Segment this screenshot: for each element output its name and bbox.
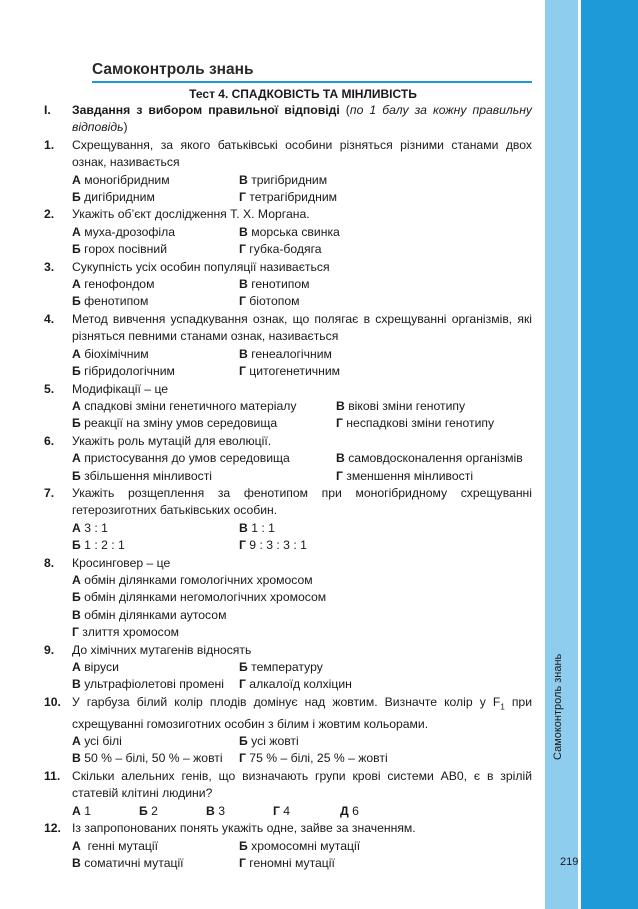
side-section-label: Самоконтроль знань bbox=[552, 653, 564, 760]
question-text: Сукупність усіх особин популяції називається bbox=[72, 259, 330, 274]
option-a[interactable]: А генні мутації bbox=[72, 838, 159, 853]
option-v[interactable]: В 1 : 1 bbox=[239, 520, 275, 535]
question-11 bbox=[44, 768, 532, 820]
option-b[interactable]: Б хромосомні мутації bbox=[239, 838, 361, 853]
question-number: 9. bbox=[44, 642, 55, 657]
question-5 bbox=[44, 381, 532, 433]
option-v[interactable]: В морська свинка bbox=[239, 224, 340, 239]
question-text: Модифікації – це bbox=[72, 381, 169, 396]
question-text: Укажіть роль мутацій для еволюції. bbox=[72, 433, 272, 448]
page-content bbox=[44, 60, 532, 872]
question-text: Метод вивчення успадкування ознак, що полягає в схрещуванні організмів, які різняться певними станами ознак, називається bbox=[72, 311, 532, 344]
option-b[interactable]: Б 1 : 2 : 1 bbox=[72, 538, 125, 553]
question-12 bbox=[44, 820, 532, 872]
option-a[interactable]: А віруси bbox=[72, 660, 119, 674]
question-text: Схрещування, за якого батьківські особини різняться різними станами двох ознак, називається bbox=[72, 137, 532, 170]
option-g[interactable]: Г цитогенетичним bbox=[239, 364, 341, 379]
question-3 bbox=[44, 259, 532, 311]
option-g[interactable]: Г 4 bbox=[273, 803, 291, 818]
paren-close: ) bbox=[123, 120, 128, 135]
option-v[interactable]: В самовдосконалення організмів bbox=[336, 451, 523, 466]
task-scoring: по 1 балу за кожну правильну відповідь bbox=[72, 103, 533, 135]
option-g[interactable]: Г злиття хромосом bbox=[72, 625, 180, 640]
page-number: 219 bbox=[560, 856, 579, 868]
option-b[interactable]: Б обмін ділянками негомологічних хромосом bbox=[72, 590, 327, 605]
option-b[interactable]: Б фенотипом bbox=[72, 294, 149, 309]
task-number: І. bbox=[44, 103, 51, 117]
option-b[interactable]: Б збільшення мінливості bbox=[72, 468, 212, 483]
option-v[interactable]: В 3 bbox=[206, 803, 225, 818]
option-a[interactable]: А біохімічним bbox=[72, 346, 149, 361]
option-v[interactable]: В обмін ділянками аутосом bbox=[72, 607, 227, 622]
option-b[interactable]: Б усі жовті bbox=[239, 734, 299, 749]
question-10 bbox=[44, 694, 532, 768]
question-text: Укажіть об’єкт дослідження Т. Х. Моргана. bbox=[72, 207, 310, 222]
question-text: Укажіть розщеплення за фенотипом при моногібридному схрещуванні гетерозиготних батьківських особин. bbox=[72, 485, 532, 518]
option-a[interactable]: А моногібридним bbox=[72, 172, 170, 187]
option-a[interactable]: А 3 : 1 bbox=[72, 520, 108, 535]
test-title: Тест 4. СПАДКОВІСТЬ ТА МІНЛИВІСТЬ bbox=[189, 87, 417, 101]
option-a[interactable]: А 1 bbox=[72, 803, 91, 818]
option-g[interactable]: Г алкалоїд колхіцин bbox=[239, 677, 352, 692]
option-g[interactable]: Г біотопом bbox=[239, 294, 300, 309]
side-strip-light bbox=[545, 0, 581, 909]
question-number: 12. bbox=[44, 821, 61, 836]
question-number: 8. bbox=[44, 555, 55, 570]
subscript: 1 bbox=[500, 702, 505, 712]
question-2 bbox=[44, 206, 532, 258]
question-text: Із запропонованих понять укажіть одне, зайве за значенням. bbox=[72, 821, 416, 836]
question-9 bbox=[44, 642, 532, 694]
option-b[interactable]: Б 2 bbox=[139, 803, 158, 818]
question-text: До хімічних мутагенів відносять bbox=[72, 642, 252, 657]
option-v[interactable]: В соматичні мутації bbox=[72, 855, 184, 870]
option-a[interactable]: А муха-дрозофіла bbox=[72, 224, 175, 239]
question-7 bbox=[44, 485, 532, 555]
question-8 bbox=[44, 555, 532, 642]
option-b[interactable]: Б дигібридним bbox=[72, 190, 155, 205]
option-g[interactable]: Г геномні мутації bbox=[239, 855, 335, 870]
option-b[interactable]: Б температуру bbox=[239, 660, 323, 674]
question-number: 2. bbox=[44, 207, 55, 222]
question-number: 4. bbox=[44, 311, 55, 326]
option-a[interactable]: А пристосування до умов середовища bbox=[72, 451, 290, 466]
option-g[interactable]: Г губка-бодяга bbox=[239, 242, 322, 257]
question-text: Кросинговер – це bbox=[72, 555, 171, 570]
option-g[interactable]: Г 75 % – білі, 25 % – жовті bbox=[239, 751, 388, 766]
task-heading: Завдання з вибором правильної відповіді bbox=[72, 103, 340, 117]
side-strip bbox=[545, 0, 638, 909]
option-g[interactable]: Г 9 : 3 : 3 : 1 bbox=[239, 538, 307, 553]
option-d[interactable]: Д 6 bbox=[340, 803, 359, 818]
question-text: Скільки алельних генів, що визначають групи крові системи АВ0, є в зрілій статевій клітині людини? bbox=[72, 768, 532, 801]
option-g[interactable]: Г неспадкові зміни генотипу bbox=[336, 416, 495, 431]
question-number: 3. bbox=[44, 259, 55, 274]
question-number: 11. bbox=[44, 768, 61, 783]
option-a[interactable]: А обмін ділянками гомологічних хромосом bbox=[72, 572, 313, 587]
option-v[interactable]: В генотипом bbox=[239, 277, 310, 292]
section-title: Самоконтроль знань bbox=[92, 61, 254, 78]
question-number: 7. bbox=[44, 485, 55, 500]
question-4 bbox=[44, 311, 532, 381]
option-v[interactable]: В ультрафіолетові промені bbox=[72, 677, 224, 692]
option-g[interactable]: Г тетрагібридним bbox=[239, 190, 338, 205]
option-a[interactable]: А генофондом bbox=[72, 277, 155, 292]
question-number: 1. bbox=[44, 137, 55, 152]
option-a[interactable]: А усі білі bbox=[72, 734, 122, 749]
option-g[interactable]: Г зменшення мінливості bbox=[336, 468, 474, 483]
option-b[interactable]: Б реакції на зміну умов середовища bbox=[72, 416, 278, 431]
question-text: У гарбуза білий колір плодів домінує над жовтим. Визначте колір у $F_1$ при схрещуванні гомозиготних особин з білим і жовтим кольорами. bbox=[72, 694, 533, 731]
option-b[interactable]: Б гібридологічним bbox=[72, 364, 175, 379]
option-a[interactable]: А спадкові зміни генетичного матеріалу bbox=[72, 398, 297, 413]
title-rule bbox=[92, 81, 532, 83]
question-6 bbox=[44, 433, 532, 485]
question-number: 10. bbox=[44, 694, 61, 709]
question-number: 5. bbox=[44, 381, 55, 396]
option-v[interactable]: В генеалогічним bbox=[239, 346, 332, 361]
question-number: 6. bbox=[44, 433, 55, 448]
paren-open: ( bbox=[339, 103, 350, 117]
option-v[interactable]: В тригібридним bbox=[239, 172, 328, 187]
question-1 bbox=[44, 137, 532, 207]
option-b[interactable]: Б горох посівний bbox=[72, 242, 168, 257]
side-strip-dark bbox=[581, 0, 638, 909]
option-v[interactable]: В 50 % – білі, 50 % – жовті bbox=[72, 751, 223, 766]
option-v[interactable]: В вікові зміни генотипу bbox=[336, 398, 466, 413]
task-intro bbox=[44, 102, 532, 137]
